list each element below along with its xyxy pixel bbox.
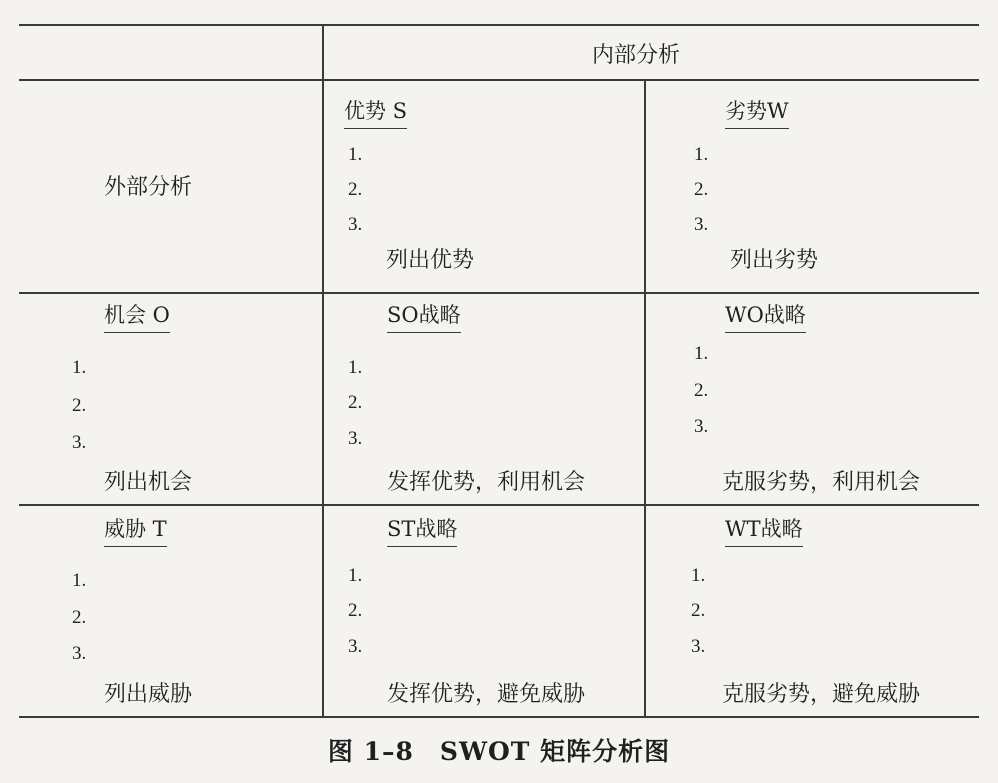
list-item: 2.	[694, 380, 709, 401]
list-item: 1.	[348, 144, 363, 165]
strengths-summary: 列出优势	[386, 248, 475, 273]
list-item: 3.	[348, 636, 363, 657]
weaknesses-cell	[725, 101, 789, 129]
list-item: 1.	[348, 565, 363, 586]
row-rule-1	[19, 292, 979, 294]
column-rule-1	[322, 25, 324, 717]
table-bottom-rule	[19, 716, 979, 718]
list-item: 2.	[348, 392, 363, 413]
threats-title: 威胁 T	[104, 519, 167, 547]
weaknesses-summary: 列出劣势	[730, 248, 819, 273]
list-item: 3.	[694, 416, 709, 437]
st-strategy-summary: 发挥优势，避免威胁	[387, 682, 586, 707]
opportunities-summary: 列出机会	[104, 470, 193, 495]
row-rule-2	[19, 504, 979, 506]
list-item: 2.	[691, 600, 706, 621]
opportunities-cell	[104, 305, 170, 333]
st-strategy-title: ST战略	[387, 519, 457, 547]
wo-strategy-cell	[725, 305, 806, 333]
list-item: 1.	[72, 357, 87, 378]
so-strategy-title: SO战略	[387, 305, 461, 333]
list-item: 3.	[72, 432, 87, 453]
wo-strategy-summary: 克服劣势，利用机会	[722, 470, 921, 495]
threats-summary: 列出威胁	[104, 682, 193, 707]
opportunities-title: 机会 O	[104, 305, 170, 333]
list-item: 2.	[348, 600, 363, 621]
list-item: 3.	[72, 643, 87, 664]
list-item: 2.	[72, 607, 87, 628]
list-item: 3.	[348, 214, 363, 235]
list-item: 2.	[694, 179, 709, 200]
wt-strategy-title: WT战略	[725, 519, 803, 547]
st-strategy-cell	[387, 519, 457, 547]
wt-strategy-summary: 克服劣势，避免威胁	[722, 682, 921, 707]
list-item: 1.	[72, 570, 87, 591]
strengths-title: 优势 S	[344, 101, 407, 129]
weaknesses-title: 劣势W	[725, 101, 789, 129]
header-rule	[19, 79, 979, 81]
list-item: 1.	[691, 565, 706, 586]
table-top-rule	[19, 24, 979, 26]
column-rule-2	[644, 79, 646, 717]
wo-strategy-title: WO战略	[725, 305, 806, 333]
external-analysis-header: 外部分析	[104, 175, 193, 200]
so-strategy-cell	[387, 305, 461, 333]
wt-strategy-cell	[725, 519, 803, 547]
list-item: 2.	[348, 179, 363, 200]
figure-caption: 图 1–8 SWOT 矩阵分析图	[327, 737, 671, 766]
list-item: 1.	[348, 357, 363, 378]
list-item: 2.	[72, 395, 87, 416]
strengths-cell	[344, 101, 407, 129]
internal-analysis-header: 内部分析	[592, 43, 681, 68]
so-strategy-summary: 发挥优势，利用机会	[387, 470, 586, 495]
list-item: 1.	[694, 343, 709, 364]
list-item: 1.	[694, 144, 709, 165]
list-item: 3.	[691, 636, 706, 657]
threats-cell	[104, 519, 167, 547]
list-item: 3.	[348, 428, 363, 449]
list-item: 3.	[694, 214, 709, 235]
